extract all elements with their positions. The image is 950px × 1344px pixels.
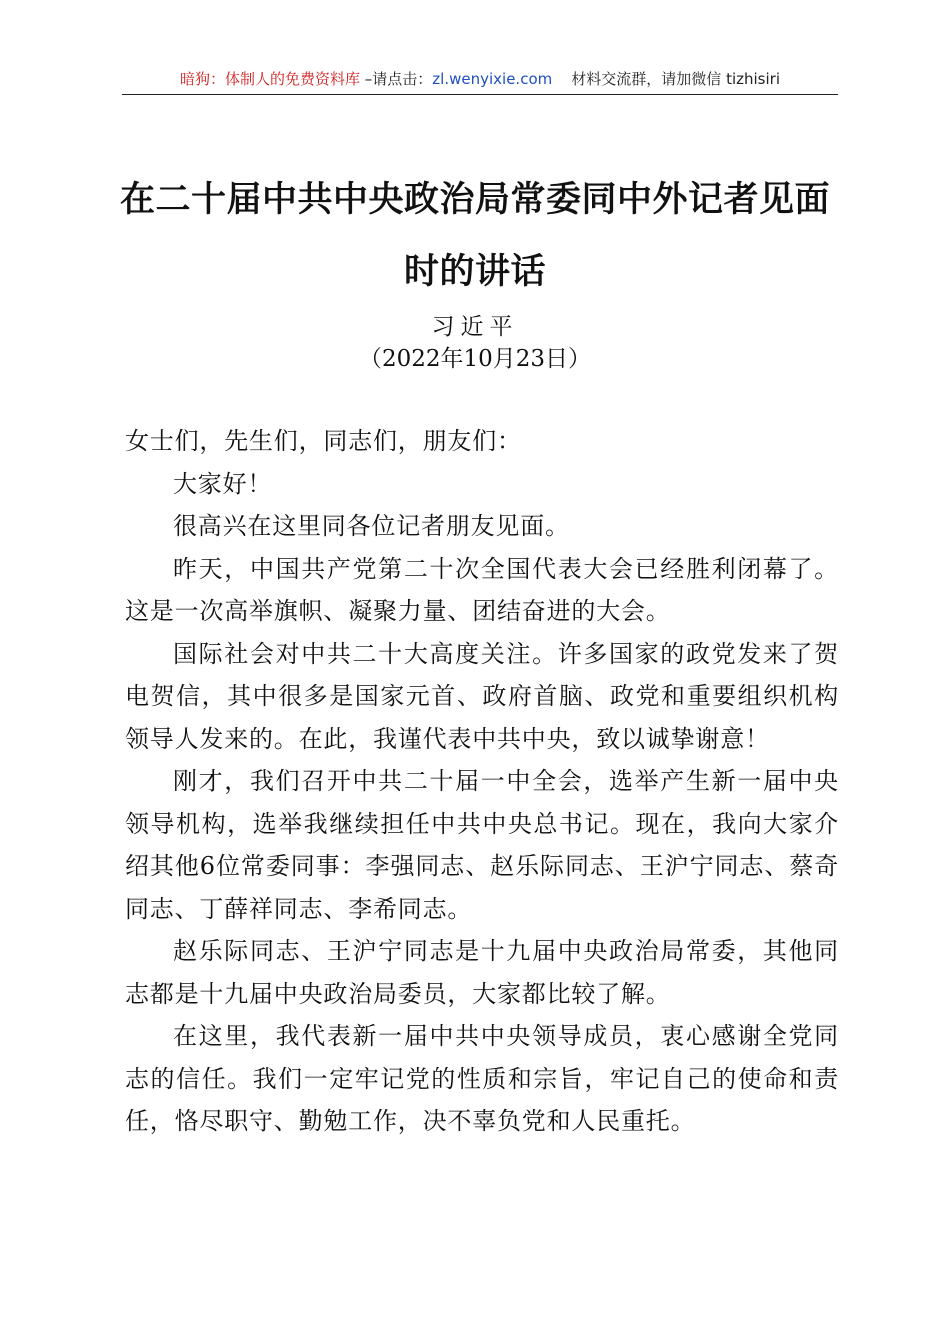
header-wechat-note: 材料交流群，请加微信 tizhisiri [552,70,780,88]
paragraph: 赵乐际同志、王沪宁同志是十九届中央政治局常委，其他同志都是十九届中央政治局委员，大家都比较了解。 [125,937,839,1008]
page-header [122,68,838,90]
document-author: 习近平 [431,314,519,340]
header-site-name: 暗狗：体制人的免费资料库 [180,70,361,88]
document-body [125,420,839,1143]
header-link[interactable]: zl.wenyixie.com [432,70,553,88]
document-title-line-1: 在二十届中共中央政治局常委同中外记者见面 [119,179,830,220]
document-date: （2022年10月23日） [358,346,592,372]
paragraph: 国际社会对中共二十大高度关注。许多国家的政党发来了贺电贺信，其中很多是国家元首、政府首脑、政党和重要组织机构领导人发来的。在此，我谨代表中共中央，致以诚挚谢意！ [125,639,839,753]
document-title-line-2: 时的讲话 [403,251,546,292]
paragraph: 刚才，我们召开中共二十届一中全会，选举产生新一届中央领导机构，选举我继续担任中共中央总书记。现在，我向大家介绍其他6位常委同事：李强同志、赵乐际同志、王沪宁同志、蔡奇同志、丁薛祥同志、李希同志。 [125,767,839,923]
paragraph: 很高兴在这里同各位记者朋友见面。 [173,512,570,540]
header-divider [122,94,838,95]
paragraph: 大家好！ [173,469,273,498]
paragraph: 在这里，我代表新一届中共中央领导成员，衷心感谢全党同志的信任。我们一定牢记党的性质和宗旨，牢记自己的使命和责任，恪尽职守、勤勉工作，决不辜负党和人民重托。 [125,1022,839,1135]
salutation: 女士们，先生们，同志们，朋友们： [125,427,522,455]
paragraph: 昨天，中国共产党第二十次全国代表大会已经胜利闭幕了。这是一次高举旗帜、凝聚力量、团结奋进的大会。 [125,554,839,625]
header-click-prompt: –请点击： [360,70,433,88]
